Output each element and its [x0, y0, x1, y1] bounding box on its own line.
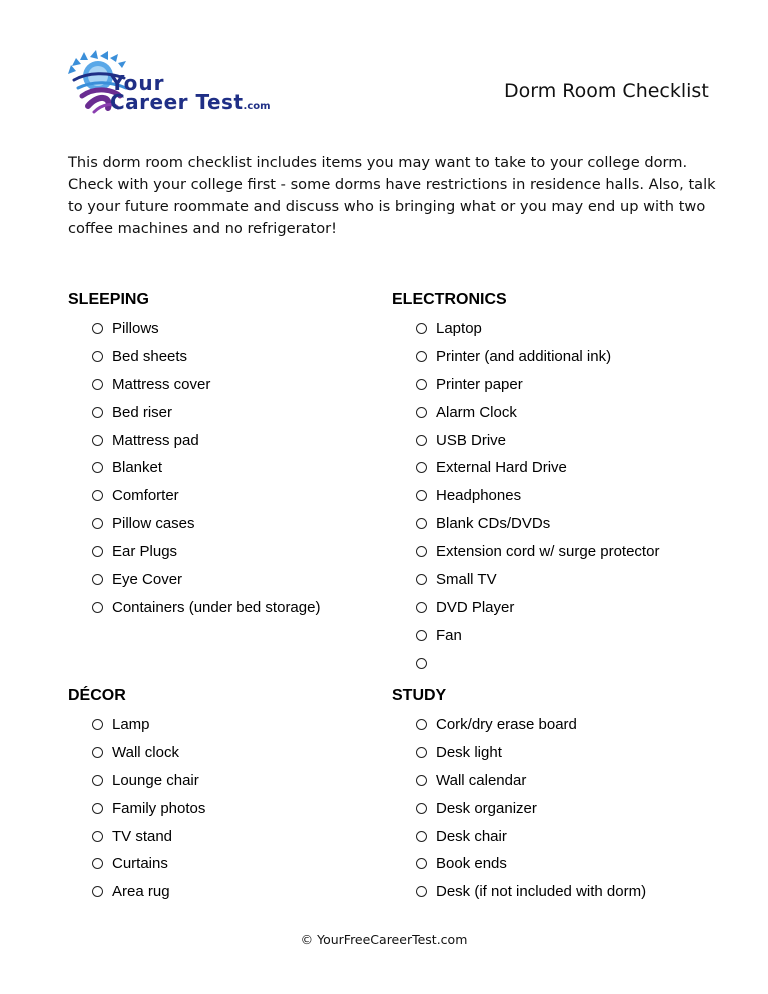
checkbox-circle-icon[interactable] — [92, 886, 103, 897]
checklist-item-label: Wall calendar — [436, 771, 527, 789]
checkbox-circle-icon[interactable] — [416, 323, 427, 334]
logo-line1: Your — [110, 71, 165, 95]
logo-line2 — [110, 90, 271, 116]
checklist-item[interactable] — [92, 320, 398, 348]
checklist-item[interactable] — [416, 348, 722, 376]
checkbox-circle-icon[interactable] — [92, 831, 103, 842]
checklist-item[interactable] — [416, 404, 722, 432]
checklist-item-label: Wall clock — [112, 743, 179, 761]
checklist-item-label: Curtains — [112, 855, 168, 873]
checklist-item-label: Desk (if not included with dorm) — [436, 883, 647, 901]
checkbox-circle-icon[interactable] — [416, 831, 427, 842]
logo-suffix: .com — [243, 101, 271, 112]
checklist-item[interactable] — [92, 744, 398, 772]
checkbox-circle-icon[interactable] — [92, 803, 103, 814]
checklist-item-label: Desk chair — [436, 827, 507, 845]
checklist-item[interactable] — [416, 883, 722, 911]
checklist-item[interactable] — [92, 716, 398, 744]
checkbox-circle-icon[interactable] — [92, 379, 103, 390]
checklist-item-label: Eye Cover — [112, 571, 183, 589]
section-decor — [68, 685, 398, 911]
checklist-item-label: Ear Plugs — [112, 543, 178, 561]
checkbox-circle-icon[interactable] — [416, 351, 427, 362]
section-sleeping — [68, 289, 398, 627]
checklist-item[interactable] — [416, 543, 722, 571]
checklist-item[interactable] — [416, 376, 722, 404]
checklist-item[interactable] — [92, 459, 398, 487]
checklist-item-label: Containers (under bed storage) — [112, 598, 321, 616]
checklist-item-label: Printer paper — [436, 375, 523, 393]
section-heading: ELECTRONICS — [392, 291, 507, 308]
checklist-item[interactable] — [416, 800, 722, 828]
section-electronics — [392, 289, 722, 683]
checkbox-circle-icon[interactable] — [92, 574, 103, 585]
checklist-item[interactable] — [416, 772, 722, 800]
checklist-item[interactable] — [92, 772, 398, 800]
checklist-item-label: Lounge chair — [112, 771, 199, 789]
checklist-item[interactable] — [416, 828, 722, 856]
checkbox-circle-icon[interactable] — [416, 747, 427, 758]
checkbox-circle-icon[interactable] — [416, 886, 427, 897]
checklist-item[interactable] — [416, 716, 722, 744]
document-title: Dorm Room Checklist — [504, 80, 709, 102]
checklist-item[interactable] — [92, 404, 398, 432]
checklist-item[interactable] — [92, 432, 398, 460]
checklist-item-label: Blanket — [112, 459, 163, 477]
checklist — [392, 716, 722, 911]
checklist-item[interactable] — [92, 800, 398, 828]
checklist-item[interactable] — [92, 855, 398, 883]
checkbox-circle-icon[interactable] — [92, 775, 103, 786]
checkbox-circle-icon[interactable] — [416, 574, 427, 585]
checklist — [68, 716, 398, 911]
checkbox-circle-icon[interactable] — [92, 518, 103, 529]
checklist-item[interactable] — [92, 487, 398, 515]
checkbox-circle-icon[interactable] — [92, 462, 103, 473]
checklist-item-label: Bed sheets — [112, 347, 188, 365]
checkbox-circle-icon[interactable] — [416, 462, 427, 473]
section-heading: STUDY — [392, 687, 447, 704]
section-study — [392, 685, 722, 911]
checkbox-circle-icon[interactable] — [416, 518, 427, 529]
checklist-item-label: Mattress pad — [112, 431, 199, 449]
checklist-item-label: Lamp — [112, 716, 150, 733]
checkbox-circle-icon[interactable] — [416, 803, 427, 814]
checkbox-circle-icon[interactable] — [92, 747, 103, 758]
checklist-item[interactable] — [416, 515, 722, 543]
checklist-item-label: Pillow cases — [112, 515, 195, 533]
checklist-item-label: Mattress cover — [112, 375, 211, 393]
logo-line2-text: Career Test — [110, 90, 244, 114]
checkbox-circle-icon[interactable] — [416, 546, 427, 557]
checklist-item[interactable] — [92, 376, 398, 404]
checklist-item[interactable] — [92, 828, 398, 856]
checklist-item[interactable] — [92, 348, 398, 376]
checklist-item-label: External Hard Drive — [436, 459, 567, 477]
checkbox-circle-icon[interactable] — [416, 719, 427, 730]
checklist-item-label: Headphones — [436, 487, 522, 505]
checklist-item-label: Fan — [436, 626, 462, 644]
checkbox-circle-icon[interactable] — [92, 323, 103, 334]
checkbox-circle-icon[interactable] — [92, 858, 103, 869]
checkbox-circle-icon[interactable] — [92, 351, 103, 362]
checklist-item-label: Book ends — [436, 855, 507, 873]
checklist-item[interactable] — [92, 883, 398, 911]
checklist-item-label: Desk organizer — [436, 799, 537, 817]
checklist-item[interactable] — [416, 487, 722, 515]
checklist — [68, 320, 398, 627]
checkbox-circle-icon[interactable] — [416, 490, 427, 501]
checkbox-circle-icon[interactable] — [416, 658, 427, 669]
checklist-item[interactable] — [416, 571, 722, 599]
checklist-item-label: Pillows — [112, 320, 159, 337]
checkbox-circle-icon[interactable] — [92, 546, 103, 557]
logo-text — [110, 71, 271, 116]
checklist-item[interactable] — [92, 515, 398, 543]
section-heading: DÉCOR — [68, 687, 126, 704]
checklist-item-label: Alarm Clock — [436, 403, 517, 421]
checklist-item-label: Comforter — [112, 487, 179, 505]
checkbox-circle-icon[interactable] — [92, 407, 103, 418]
checkbox-circle-icon[interactable] — [416, 379, 427, 390]
intro-paragraph: This dorm room checklist includes items you may want to take to your college dorm. Check with your college first - some dorms have restrictions in residence halls. Also, talk to your future roommate and discuss who is bringing what or you may end up with two coffee machines and no refrigerator! — [68, 154, 716, 237]
checklist-item[interactable] — [416, 459, 722, 487]
checklist-item[interactable] — [92, 571, 398, 599]
checklist-item-label: Cork/dry erase board — [436, 716, 577, 733]
checklist-item-label: USB Drive — [436, 431, 507, 449]
checklist-item[interactable] — [416, 855, 722, 883]
checklist-item-label: Bed riser — [112, 403, 173, 421]
checklist-item[interactable] — [92, 599, 398, 627]
checklist-item[interactable] — [416, 627, 722, 655]
checkbox-circle-icon[interactable] — [416, 602, 427, 613]
checkbox-circle-icon[interactable] — [92, 435, 103, 446]
footer-copyright: © YourFreeCareerTest.com — [300, 932, 468, 947]
checklist-item-label: Desk light — [436, 743, 502, 761]
checklist-item[interactable] — [92, 543, 398, 571]
checklist-item-label: Printer (and additional ink) — [436, 347, 612, 365]
checklist-item[interactable] — [416, 599, 722, 627]
checkbox-circle-icon[interactable] — [92, 490, 103, 501]
checklist-item-label: Area rug — [112, 883, 170, 901]
checklist-item[interactable] — [416, 744, 722, 772]
checkbox-circle-icon[interactable] — [416, 435, 427, 446]
checklist-item-label: Blank CDs/DVDs — [436, 515, 551, 533]
checkbox-circle-icon[interactable] — [416, 858, 427, 869]
checkbox-circle-icon[interactable] — [416, 775, 427, 786]
checkbox-circle-icon[interactable] — [416, 630, 427, 641]
checklist-item[interactable] — [416, 432, 722, 460]
checklist-item-label: Small TV — [436, 571, 497, 589]
checklist-item-label: Family photos — [112, 799, 206, 817]
section-heading: SLEEPING — [68, 291, 149, 308]
checklist-item-label: Laptop — [436, 320, 482, 337]
checkbox-circle-icon[interactable] — [92, 602, 103, 613]
checklist — [392, 320, 722, 683]
checkbox-circle-icon[interactable] — [416, 407, 427, 418]
checkbox-circle-icon[interactable] — [92, 719, 103, 730]
checklist-item-label: Extension cord w/ surge protector — [436, 543, 660, 561]
checklist-item-label: DVD Player — [436, 598, 515, 616]
checklist-item[interactable] — [416, 655, 722, 683]
checklist-item-label: TV stand — [112, 827, 173, 845]
checklist-item[interactable] — [416, 320, 722, 348]
